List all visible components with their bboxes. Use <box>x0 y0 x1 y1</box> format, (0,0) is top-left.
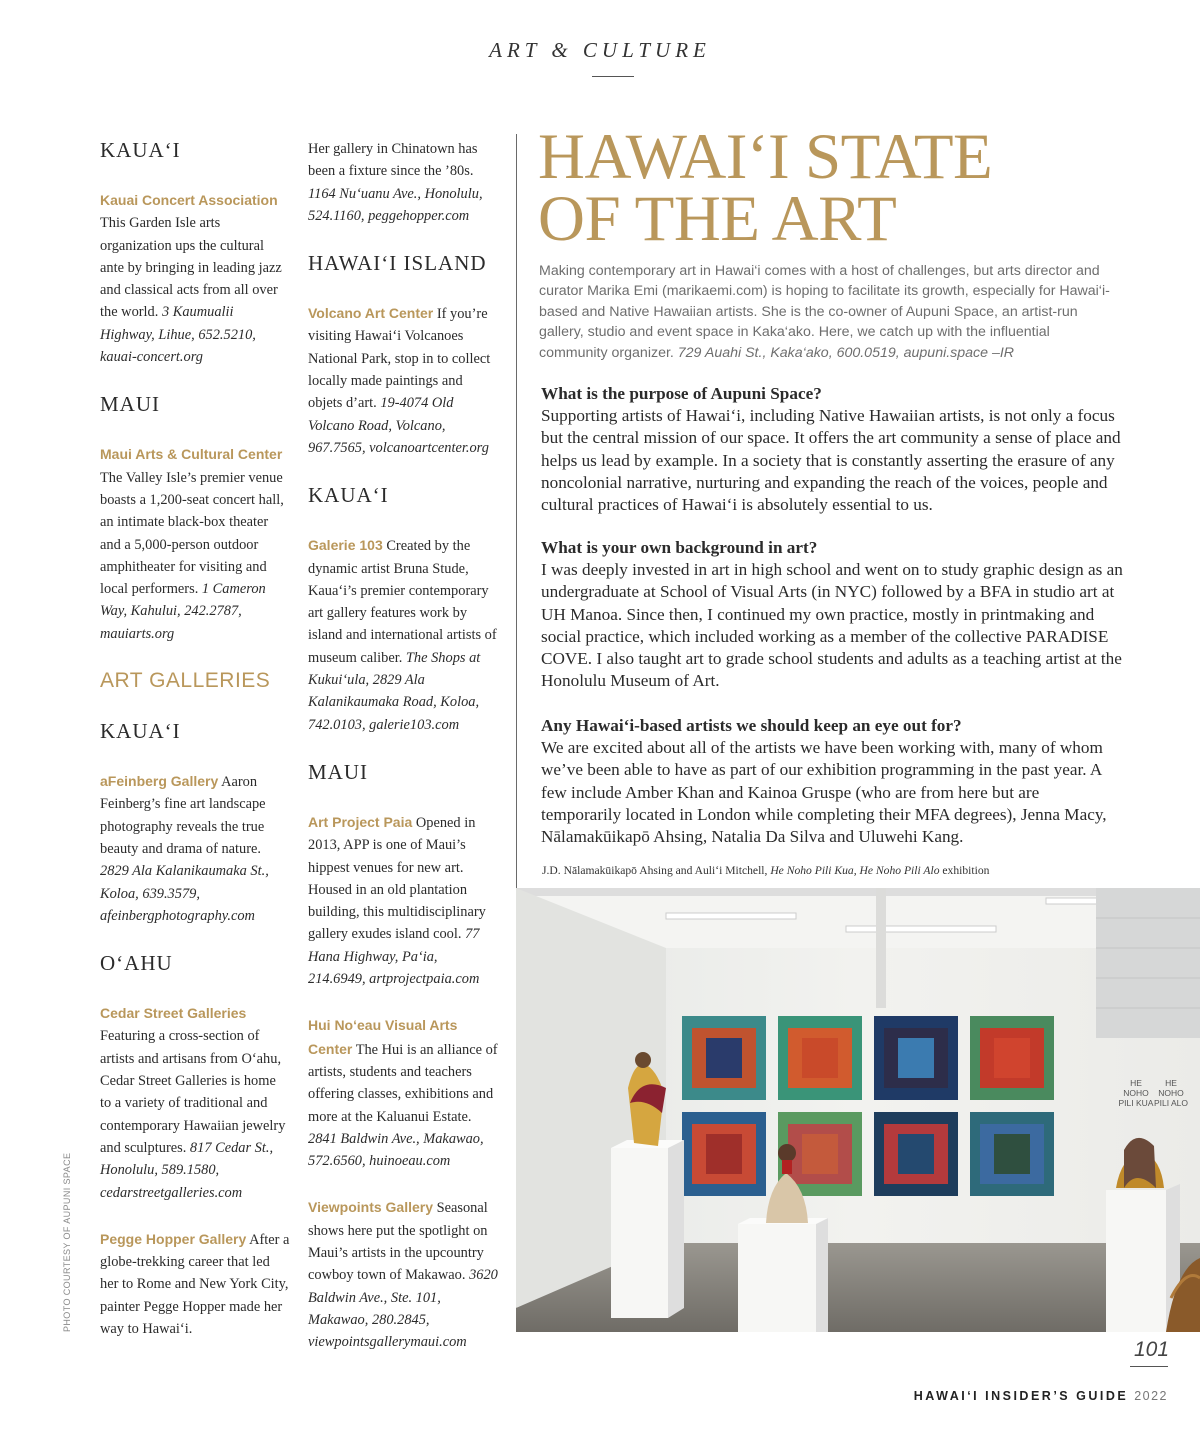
painting <box>874 1016 958 1100</box>
listing-address: 2829 Ala Kalanikaumaka St., Koloa, 639.3579, afeinbergphotography.com <box>100 863 269 924</box>
qa-block <box>541 383 1123 516</box>
listing-address: 3620 Baldwin Ave., Ste. 101, Makawao, 280.2845, viewpointsgallerymaui.com <box>308 1267 498 1351</box>
feature-title-line-1: HAWAI‘I STATE <box>538 121 993 193</box>
listing-description: This Garden Isle arts organization ups the cultural ante by bringing in leading jazz and classical acts from all over the world. <box>100 215 282 321</box>
listing-address: 817 Cedar St., Honolulu, 589.1580, cedarstreetgalleries.com <box>100 1139 274 1201</box>
listings-column-2 <box>308 138 498 1377</box>
listing-viewpoints-gallery <box>308 1196 498 1353</box>
listing-description: Opened in 2013, APP is one of Maui’s hippest venues for new art. Housed in an old plantation building, this multidisciplinary gallery exudes island cool. <box>308 814 486 943</box>
pedestal <box>1106 1184 1180 1332</box>
feature-intro <box>539 261 1119 363</box>
region-heading-oahu: O‘AHU <box>100 951 173 976</box>
page-number-rule <box>1130 1366 1168 1367</box>
listing-art-project-paia <box>308 811 498 990</box>
listing-description: If you’re visiting Hawai‘i Volcanoes National Park, stop in to collect locally made paintings and objets d’art. <box>308 306 491 412</box>
listing-description: Aaron Feinberg’s fine art landscape photography reveals the true beauty and drama of nature. <box>100 774 266 857</box>
section-header-rule <box>592 76 634 77</box>
feature-title-line-2: OF THE ART <box>538 183 897 255</box>
region-heading-hawaii-island: HAWAI‘I ISLAND <box>308 251 487 276</box>
feature-title <box>538 121 1178 255</box>
publication-name: HAWAI‘I INSIDER’S GUIDE <box>913 1389 1129 1403</box>
ceiling-light <box>846 926 996 932</box>
region-heading-kauai: KAUA‘I <box>100 138 181 162</box>
listing-name: Galerie 103 <box>308 537 383 554</box>
intro-credit: 729 Auahi St., Kaka‘ako, 600.0519, aupuni.space –IR <box>677 344 1015 361</box>
listing-name: Volcano Art Center <box>308 305 434 322</box>
region-heading-maui: MAUI <box>308 759 368 784</box>
pedestal <box>611 1140 684 1318</box>
listing-galerie-103 <box>308 534 498 736</box>
listing-description: After a globe-trekking career that led her to Rome and New York City, painter Pegge Hopper made her way to Hawai‘i. <box>100 1231 290 1337</box>
wall-text-line: NOHO <box>1158 1088 1184 1098</box>
painting <box>970 1016 1054 1100</box>
wall-text-line: PILI KUA <box>1118 1098 1154 1108</box>
ceiling-light <box>666 913 796 919</box>
qa-block <box>541 715 1123 848</box>
listing-afeinberg-gallery <box>100 770 290 927</box>
answer: Supporting artists of Hawai‘i, including Native Hawaiian artists, is not only a focus but the central mission of our space. It offers the art community a sense of place and helps us lead by example. In a society that is constantly asserting the erasure of any noncolonial narrative, nurturing and expanding the reach of the voices, people and cultural practices of Hawai‘i is absolutely essential to us. <box>541 406 1121 515</box>
pedestal <box>738 1218 828 1332</box>
listing-maui-arts-cultural-center <box>100 443 290 645</box>
wall-text-line: HE <box>1130 1078 1142 1088</box>
listing-name: Kauai Concert Association <box>100 192 278 208</box>
listing-address: 19-4074 Old Volcano Road, Volcano, 967.7565, volcanoartcenter.org <box>308 395 489 456</box>
painting <box>874 1112 958 1196</box>
category-heading-art-galleries: ART GALLERIES <box>100 669 271 693</box>
painting <box>778 1016 862 1100</box>
wall-text-line: PILI ALO <box>1153 1098 1189 1108</box>
question: What is the purpose of Aupuni Space? <box>541 384 822 403</box>
question: Any Hawai‘i-based artists we should keep an eye out for? <box>541 716 962 735</box>
listing-volcano-art-center <box>308 302 498 459</box>
listings-column-1 <box>100 138 290 1364</box>
caption-exhibition-title: He Noho Pili Kua, He Noho Pili Alo <box>770 864 940 877</box>
listing-address: 3 Kaumualii Highway, Lihue, 652.5210, kauai-concert.org <box>100 304 256 366</box>
listing-address: The Shops at Kukui‘ula, 2829 Ala Kalanikaumaka Road, Koloa, 742.0103, galerie103.com <box>308 649 481 733</box>
listing-address: 1164 Nu‘uanu Ave., Honolulu, 524.1160, peggehopper.com <box>308 185 483 224</box>
intro-text: Making contemporary art in Hawai‘i comes with a host of challenges, but arts director and curator Marika Emi (marikaemi.com) is hoping to facilitate its growth, especially for Hawai‘i-based and Native Hawaiian artists. She is the co-owner of Aupuni Space, an artist-run gallery, studio and event space in Kaka‘ako. Here, we catch up with the influential community organizer. <box>539 263 1110 361</box>
listing-address: 1 Cameron Way, Kahului, 242.2787, mauiarts.org <box>100 581 266 642</box>
listing-description: Created by the dynamic artist Bruna Stude, Kaua‘i’s premier contemporary art gallery features work by island and international artists of museum caliber. <box>308 538 497 666</box>
region-heading-kauai: KAUA‘I <box>308 483 389 508</box>
section-header: ART & CULTURE <box>489 38 711 62</box>
listing-hui-noeau <box>308 1014 498 1172</box>
listing-kauai-concert-association <box>100 189 290 368</box>
listing-description: Her gallery in Chinatown has been a fixture since the ’80s. <box>308 141 478 180</box>
caption-artists: J.D. Nālamakūikapō Ahsing and Auli‘i Mitchell, <box>542 864 771 877</box>
painting <box>970 1112 1054 1196</box>
publication-footer <box>914 1389 1168 1403</box>
publication-year: 2022 <box>1134 1389 1168 1403</box>
answer: We are excited about all of the artists we have been working with, many of whom we’ve been able to have as part of our exhibition programming in the past year. A few include Amber Khan and Kainoa Gruspe (who are from here but are temporarily located in London while completing their MFA degrees), Jenna Macy, Nālamakūikapō Ahsing, Natalia Da Silva and Uluwehi Kang. <box>541 738 1107 847</box>
listing-name: Maui Arts & Cultural Center <box>100 446 283 463</box>
listing-name: Cedar Street Galleries <box>100 1005 247 1022</box>
listing-description: The Hui is an alliance of artists, students and teachers offering classes, exhibitions and more at the Kaluanui Estate. <box>308 1041 498 1125</box>
listing-description: Seasonal shows here put the spotlight on Maui’s artists in the upcountry cowboy town of Makawao. <box>308 1200 488 1284</box>
painting <box>682 1112 766 1196</box>
wall-text-line: NOHO <box>1123 1088 1149 1098</box>
photo-credit: PHOTO COURTESY OF AUPUNI SPACE <box>62 1152 72 1332</box>
listing-cedar-street-galleries <box>100 1002 290 1204</box>
answer: I was deeply invested in art in high school and went on to study graphic design as an undergraduate at School of Visual Arts (in NYC) followed by a BFA in studio art at UH Manoa. Since then, I continued my own practice, mostly in printmaking and social practice, which included working as a member of the collective PARADISE COVE. I also taught art to grade school students and adults as a teaching artist at the Honolulu Museum of Art. <box>541 560 1123 691</box>
listing-pegge-hopper-continued <box>308 138 498 227</box>
listing-name: Hui No‘eau Visual Arts Center <box>308 1017 458 1057</box>
block-wall <box>1096 888 1200 1038</box>
photo-caption <box>542 864 1162 877</box>
question: What is your own background in art? <box>541 538 818 557</box>
gallery-photo <box>516 888 1200 1332</box>
listing-name: aFeinberg Gallery <box>100 773 219 790</box>
listing-name: Art Project Paia <box>308 813 413 830</box>
listing-name: Pegge Hopper Gallery <box>100 1230 247 1247</box>
region-heading-maui: MAUI <box>100 392 160 417</box>
region-heading-kauai: KAUA‘I <box>100 719 181 744</box>
wall-text-line: HE <box>1165 1078 1177 1088</box>
listing-pegge-hopper-gallery <box>100 1228 290 1340</box>
page-number: 101 <box>1134 1338 1170 1361</box>
gallery-photo-illustration <box>516 888 1200 1332</box>
painting <box>682 1016 766 1100</box>
listing-address: 77 Hana Highway, Pa‘ia, 214.6949, artprojectpaia.com <box>308 926 480 988</box>
listing-name: Viewpoints Gallery <box>308 1199 434 1216</box>
listing-description: Featuring a cross-section of artists and artisans from O‘ahu, Cedar Street Galleries is home to a variety of traditional and contemporary Hawaiian jewelry and sculptures. <box>100 1028 286 1156</box>
caption-suffix: exhibition <box>939 864 990 877</box>
listing-description: The Valley Isle’s premier venue boasts a 1,200-seat concert hall, an intimate black-box theater and a 5,000-person outdoor amphitheater for visiting and local performers. <box>100 469 284 598</box>
qa-block <box>541 537 1123 692</box>
listing-address: 2841 Baldwin Ave., Makawao, 572.6560, huinoeau.com <box>308 1130 484 1170</box>
